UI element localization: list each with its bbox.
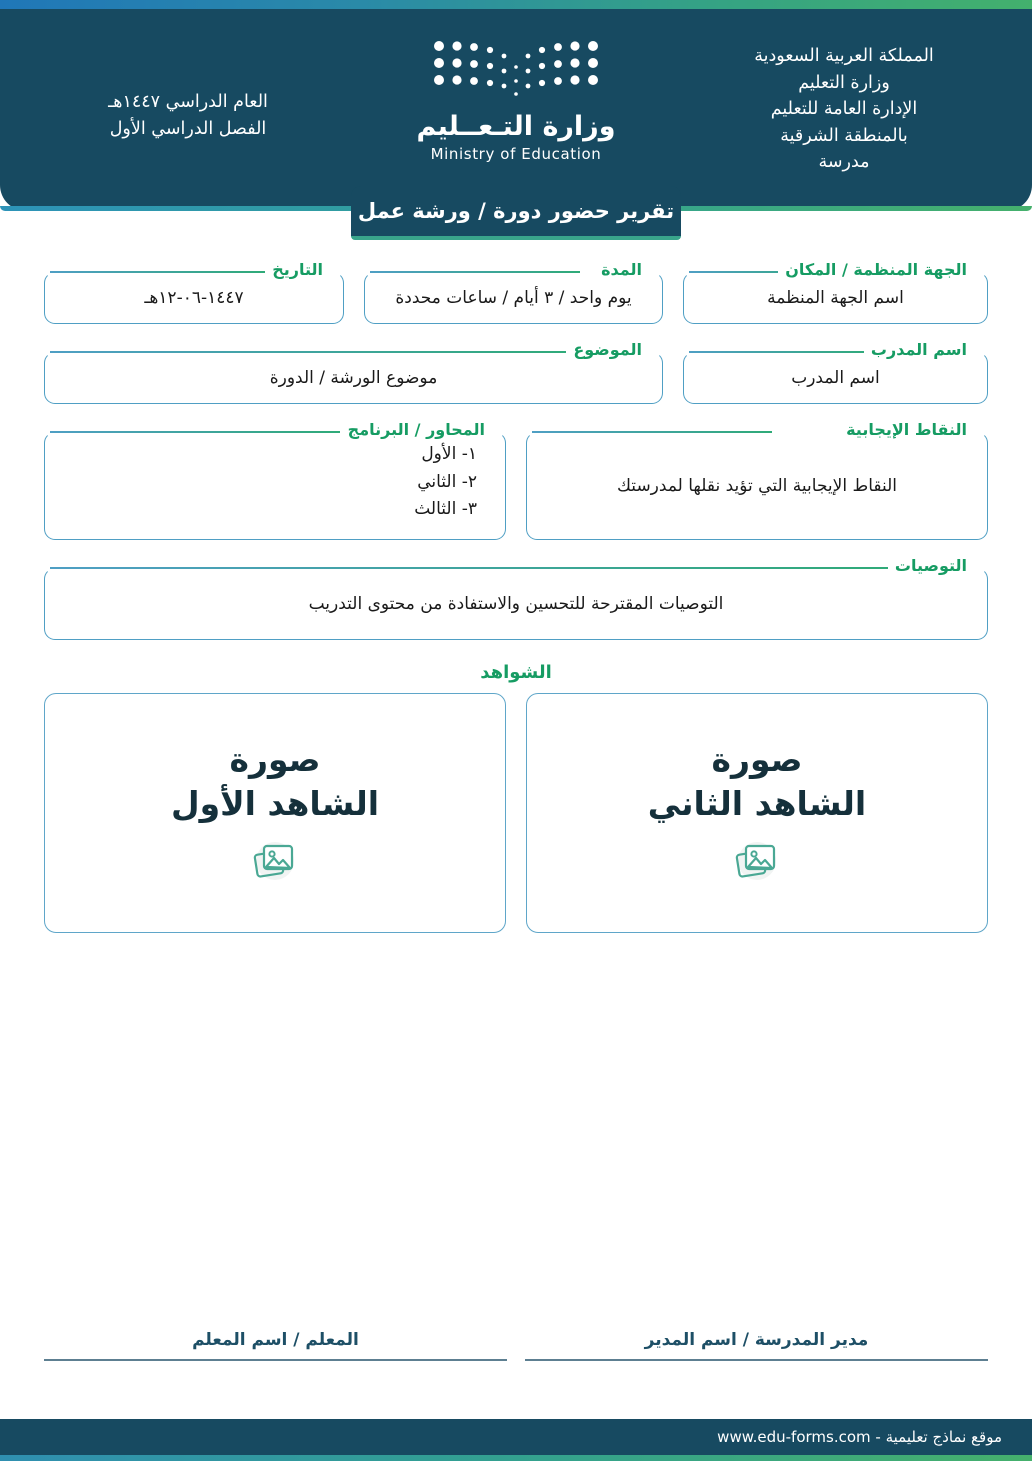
field-subject-box[interactable] xyxy=(44,352,663,404)
field-duration-box[interactable] xyxy=(364,272,663,324)
field-organizer-box[interactable] xyxy=(683,272,988,324)
ministry-line-0: المملكة العربية السعودية xyxy=(754,46,934,66)
evidence-box-second[interactable] xyxy=(526,693,988,933)
academic-term: الفصل الدراسي الأول xyxy=(109,119,267,140)
academic-period-block xyxy=(48,89,328,143)
field-recommendations-box[interactable] xyxy=(44,568,988,640)
field-axes xyxy=(44,420,506,540)
field-date-value: ١٤٤٧-٠٦-١٢هـ xyxy=(144,288,244,308)
field-trainer-value: اسم المدرب xyxy=(791,368,880,388)
field-trainer-box[interactable] xyxy=(683,352,988,404)
field-recommendations-value: التوصيات المقترحة للتحسين والاستفادة من محتوى التدريب xyxy=(308,594,724,614)
field-positive-points-value: النقاط الإيجابية التي تؤيد نقلها لمدرستك xyxy=(616,476,898,496)
field-duration-label: المدة xyxy=(594,260,649,279)
field-date-box[interactable] xyxy=(44,272,344,324)
form-body xyxy=(44,258,988,933)
field-trainer-label: اسم المدرب xyxy=(864,340,974,359)
form-row-2 xyxy=(44,338,988,404)
ministry-identity-block xyxy=(694,43,994,176)
evidence-section-title: الشواهد xyxy=(480,662,552,683)
footer-accent-strip xyxy=(0,1455,1032,1461)
field-positive-points-label: النقاط الإيجابية xyxy=(839,420,974,439)
axes-list xyxy=(59,439,491,526)
evidence-second-line2: الشاهد الثاني xyxy=(642,783,872,825)
field-positive-points-box[interactable] xyxy=(526,432,988,540)
ministry-logo-dots-icon xyxy=(431,37,601,103)
field-recommendations-label: التوصيات xyxy=(888,556,974,575)
axes-item-2: ٣- الثالث xyxy=(414,499,477,520)
image-stack-icon xyxy=(251,839,299,887)
signature-principal-label: مدير المدرسة / اسم المدير xyxy=(644,1330,869,1350)
footer-text: موقع نماذج تعليمية - www.edu-forms.com xyxy=(717,1428,1002,1446)
axes-item-0: ١- الأول xyxy=(421,444,477,464)
field-subject xyxy=(44,340,663,404)
field-organizer-label: الجهة المنظمة / المكان xyxy=(778,260,974,279)
field-subject-label: الموضوع xyxy=(566,340,649,359)
evidence-first-line1: صورة xyxy=(223,739,326,781)
report-title-badge: تقرير حضور دورة / ورشة عمل xyxy=(351,186,681,240)
field-trainer xyxy=(683,340,988,404)
field-subject-value: موضوع الورشة / الدورة xyxy=(269,368,438,388)
field-recommendations xyxy=(44,556,988,640)
evidence-row xyxy=(44,693,988,933)
ministry-line-1: وزارة التعليم xyxy=(798,72,890,93)
ministry-logo xyxy=(401,37,631,163)
signature-section xyxy=(44,1330,988,1361)
top-accent-strip xyxy=(0,0,1032,9)
header-card xyxy=(0,9,1032,211)
signature-teacher xyxy=(44,1330,507,1361)
field-date-label: التاريخ xyxy=(265,260,330,279)
field-organizer-value: اسم الجهة المنظمة xyxy=(767,288,904,308)
footer-bar xyxy=(0,1419,1032,1455)
ministry-line-4: مدرسة xyxy=(818,152,870,173)
ministry-logo-arabic-text: وزارة التـعــليم xyxy=(416,111,616,142)
signature-teacher-label: المعلم / اسم المعلم xyxy=(192,1330,359,1350)
axes-item-1: ٢- الثاني xyxy=(417,471,477,492)
field-axes-box[interactable] xyxy=(44,432,506,540)
evidence-second-line1: صورة xyxy=(705,739,808,781)
image-stack-icon xyxy=(733,839,781,887)
evidence-first-line2: الشاهد الأول xyxy=(165,783,385,825)
field-axes-label: المحاور / البرنامج xyxy=(341,420,492,439)
field-duration xyxy=(364,260,663,324)
form-row-3 xyxy=(44,418,988,540)
field-organizer xyxy=(683,260,988,324)
academic-year: العام الدراسي ١٤٤٧هـ xyxy=(108,92,268,112)
ministry-logo-english-text: Ministry of Education xyxy=(430,145,602,163)
signature-principal-line xyxy=(525,1359,988,1361)
signature-principal xyxy=(525,1330,988,1361)
ministry-line-3: بالمنطقة الشرقية xyxy=(780,125,908,146)
signature-teacher-line xyxy=(44,1359,507,1361)
evidence-box-first[interactable] xyxy=(44,693,506,933)
form-row-1 xyxy=(44,258,988,324)
field-date xyxy=(44,260,344,324)
field-positive-points xyxy=(526,420,988,540)
ministry-line-2: الإدارة العامة للتعليم xyxy=(770,99,918,120)
field-duration-value: يوم واحد / ٣ أيام / ساعات محددة xyxy=(395,288,632,308)
form-row-4 xyxy=(44,554,988,640)
